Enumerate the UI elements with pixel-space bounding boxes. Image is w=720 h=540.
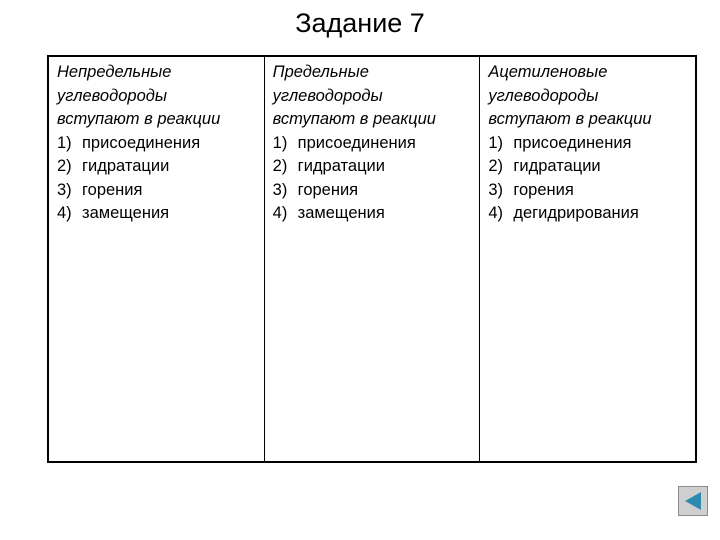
option-number: 2) [488, 157, 504, 175]
option-number: 4) [272, 204, 288, 222]
answer-options [488, 132, 689, 226]
option-number: 2) [272, 157, 288, 175]
option-number: 2) [57, 157, 72, 175]
option-number: 4) [488, 204, 504, 222]
column-heading [488, 61, 689, 132]
heading-line: углеводороды [272, 86, 383, 105]
heading-line: Предельные [272, 63, 369, 81]
heading-line: вступают в реакции [272, 110, 436, 128]
list-item [273, 155, 474, 179]
option-number: 3) [57, 180, 72, 199]
option-text: горения [82, 180, 143, 199]
table-column-saturated [264, 57, 480, 461]
table-column-acetylene [479, 57, 695, 461]
heading-line: Ацетиленовые [488, 63, 608, 81]
table-column-unsaturated [49, 57, 264, 461]
list-item [488, 179, 689, 203]
option-text: замещения [82, 204, 170, 222]
list-item [57, 179, 258, 203]
task-table [47, 55, 697, 463]
option-text: присоединения [82, 133, 201, 152]
page-title: Задание 7 [295, 8, 425, 38]
option-number: 3) [488, 180, 504, 199]
option-number: 1) [57, 133, 72, 152]
back-button[interactable] [678, 486, 708, 516]
option-text: горения [513, 180, 574, 199]
option-number: 4) [57, 204, 72, 222]
answer-options [273, 132, 474, 226]
list-item [488, 132, 689, 156]
heading-line: вступают в реакции [57, 110, 221, 128]
option-text: присоединения [297, 133, 416, 152]
answer-options [57, 132, 258, 226]
option-text: дегидрирования [513, 204, 639, 222]
triangle-left-icon [682, 490, 704, 512]
heading-line: Непредельные [57, 63, 172, 81]
option-text: гидратации [297, 157, 385, 175]
option-text: гидратации [513, 157, 601, 175]
option-number: 1) [272, 133, 288, 152]
option-number: 3) [272, 180, 288, 199]
heading-line: углеводороды [488, 86, 599, 105]
column-heading [273, 61, 474, 132]
list-item [273, 179, 474, 203]
option-text: присоединения [513, 133, 632, 152]
list-item [488, 202, 689, 226]
option-number: 1) [488, 133, 504, 152]
option-text: гидратации [82, 157, 170, 175]
list-item [57, 155, 258, 179]
option-text: замещения [297, 204, 385, 222]
list-item [57, 132, 258, 156]
option-text: горения [297, 180, 359, 199]
column-heading [57, 61, 258, 132]
list-item [57, 202, 258, 226]
heading-line: углеводороды [57, 86, 168, 105]
heading-line: вступают в реакции [488, 110, 652, 128]
list-item [488, 155, 689, 179]
list-item [273, 132, 474, 156]
list-item [273, 202, 474, 226]
